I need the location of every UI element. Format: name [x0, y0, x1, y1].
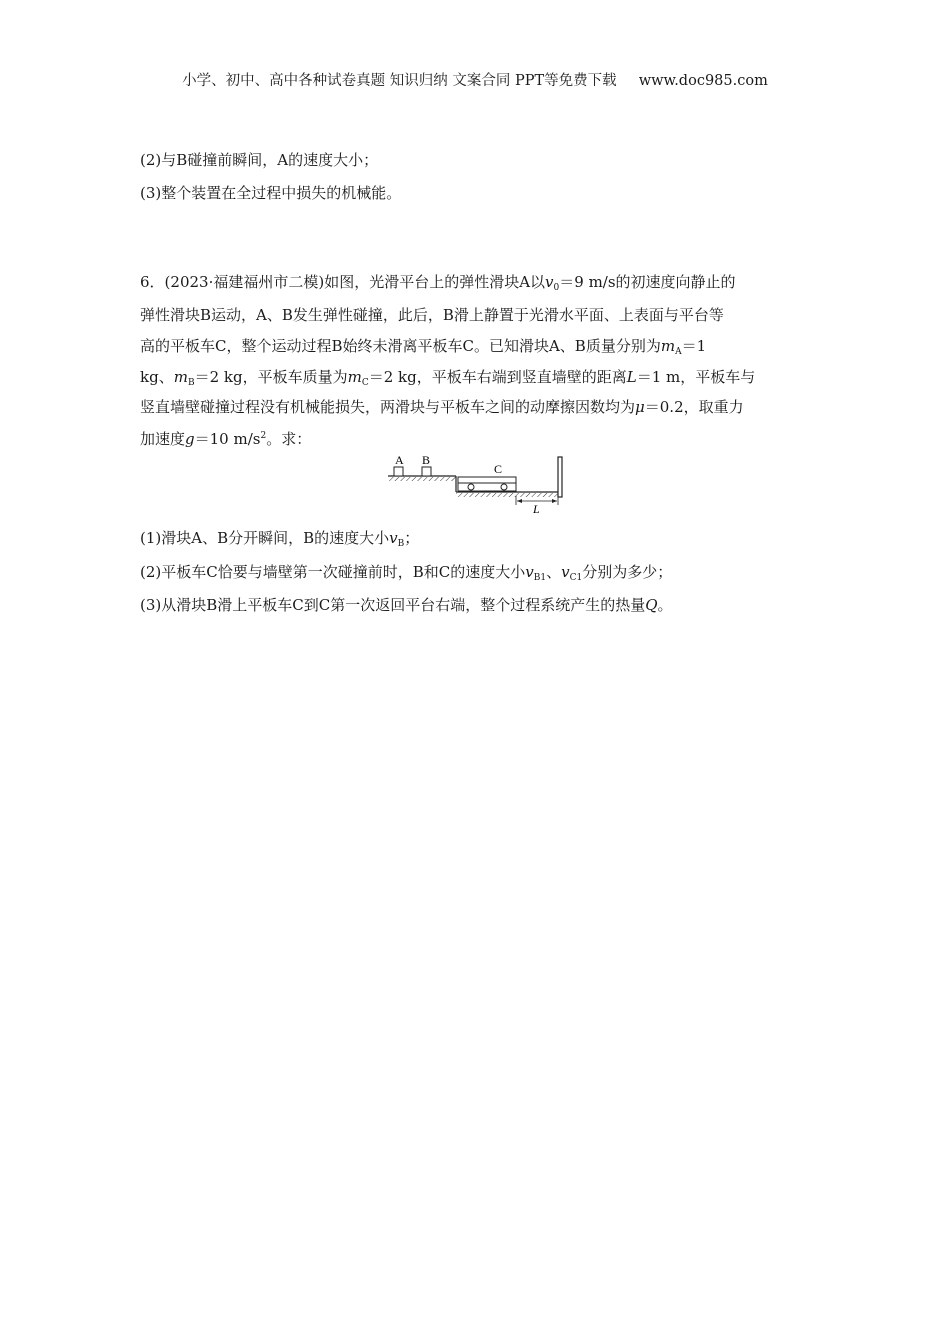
- text: 分别为多少；: [582, 563, 673, 581]
- var: Q: [645, 596, 658, 614]
- page-header: [0, 69, 950, 90]
- sub: 0: [553, 283, 560, 293]
- q6-line-5: [140, 397, 744, 417]
- q6-line-3: [140, 336, 706, 362]
- q6-line-4: [140, 367, 755, 393]
- text: ＝10 m/s: [194, 430, 261, 448]
- label-l: L: [533, 502, 540, 516]
- wheel: [501, 484, 507, 490]
- text: 如图，光滑平台上的弹性滑块A以: [324, 273, 546, 291]
- var: m: [347, 368, 362, 386]
- cart-c: [458, 477, 516, 491]
- sub: B: [187, 378, 195, 388]
- text: 。求：: [266, 430, 312, 448]
- header-text: 小学、初中、高中各种试卷真题 知识归纳 文案合同 PPT等免费下载: [182, 73, 617, 89]
- sup: 2: [260, 431, 267, 441]
- var: v: [561, 563, 570, 581]
- sub: C: [361, 378, 369, 388]
- text: ；: [404, 529, 420, 547]
- text: (3)从滑块B滑上平板车C到C第一次返回平台右端，整个过程系统产生的热量: [140, 596, 646, 614]
- label-a: A: [395, 453, 404, 467]
- platform: [388, 476, 456, 492]
- text: ＝2 kg，平板车右端到竖直墙壁的距离: [368, 368, 627, 386]
- text: 、: [546, 563, 562, 581]
- q6-part2: [140, 562, 672, 588]
- sub: C1: [569, 573, 583, 583]
- q6-part3: [140, 595, 673, 615]
- question-source: (2023·福建福州市二模): [164, 273, 325, 291]
- text: ＝1 m，平板车与: [636, 368, 756, 386]
- var: μ: [635, 398, 645, 416]
- wheel: [468, 484, 474, 490]
- var: m: [660, 337, 676, 355]
- prev-question-part2: (2)与B碰撞前瞬间，A的速度大小；: [140, 151, 379, 169]
- q6-line-2: 弹性滑块B运动，A、B发生弹性碰撞，此后，B滑上静置于光滑水平面、上表面与平台等: [140, 306, 724, 324]
- ground: [456, 492, 558, 497]
- header-url: www.doc985.com: [638, 73, 768, 89]
- label-c: C: [494, 462, 503, 476]
- text: 。: [657, 596, 673, 614]
- var: m: [173, 368, 188, 386]
- text: 竖直墙壁碰撞过程没有机械能损失，两滑块与平板车之间的动摩擦因数均为: [140, 398, 636, 416]
- question-number: 6．: [140, 273, 165, 291]
- text: ＝1: [681, 337, 707, 355]
- q6-part1: [140, 528, 419, 554]
- text: ＝9 m/s的初速度向静止的: [559, 273, 736, 291]
- text: 高的平板车C，整个运动过程B始终未滑离平板车C。已知滑块A、B质量分别为: [140, 337, 661, 355]
- text: 加速度: [140, 430, 186, 448]
- block-a: [394, 467, 403, 476]
- var: v: [389, 529, 398, 547]
- prev-question-part3: (3)整个装置在全过程中损失的机械能。: [140, 184, 402, 202]
- label-b: B: [422, 453, 431, 467]
- physics-diagram: [384, 452, 574, 518]
- var: L: [626, 368, 637, 386]
- block-b: [422, 467, 431, 476]
- sub: B1: [533, 573, 547, 583]
- q6-line-6: [140, 426, 311, 449]
- wall: [558, 457, 562, 497]
- q6-line-1: [140, 272, 736, 298]
- var: v: [545, 273, 554, 291]
- text: ＝0.2，取重力: [644, 398, 744, 416]
- text: (2)平板车C恰要与墙壁第一次碰撞前时，B和C的速度大小: [140, 563, 526, 581]
- sub: A: [675, 347, 682, 357]
- sub: B: [397, 539, 405, 549]
- text: kg、: [140, 368, 174, 386]
- var: g: [185, 430, 195, 448]
- var: v: [525, 563, 534, 581]
- text: (1)滑块A、B分开瞬间，B的速度大小: [140, 529, 390, 547]
- text: ＝2 kg，平板车质量为: [194, 368, 348, 386]
